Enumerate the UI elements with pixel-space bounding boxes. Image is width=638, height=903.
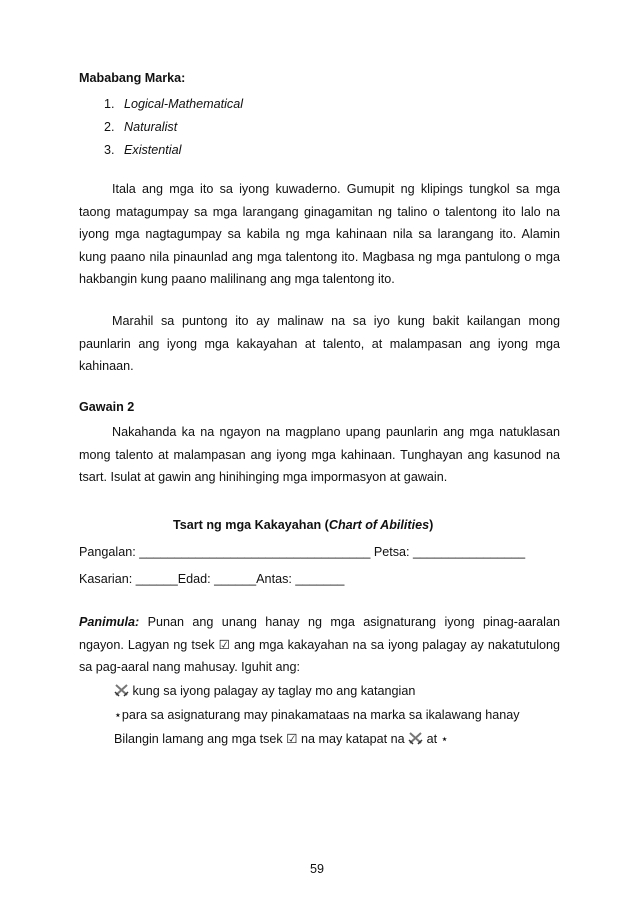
panimula-text-b: ang mga kakayahan na sa iyong palagay ay nakatutulong sa pag-aaral nang mahusay. Iguhit ang:	[79, 637, 561, 674]
panimula-paragraph	[79, 611, 560, 679]
list-number: 2.	[104, 120, 115, 134]
list-text: Naturalist	[124, 120, 178, 134]
form-line-sex-age-grade: Kasarian: ______Edad: ______Antas: _______	[79, 572, 345, 586]
page-number: 59	[310, 862, 325, 876]
crossed-swords-icon	[408, 731, 423, 748]
list-text: Existential	[124, 143, 182, 157]
gawain-heading: Gawain 2	[79, 400, 135, 414]
panimula-label: Panimula:	[79, 615, 140, 629]
instruction-text-3b: na may katapat na	[297, 732, 409, 746]
list-text: Logical-Mathematical	[124, 97, 243, 111]
low-scores-heading: Mababang Marka:	[79, 71, 186, 85]
panimula-text-a: Punan ang unang hanay ng mga asignaturang iyong pinag-aaralan ngayon. Lagyan ng tsek	[79, 615, 560, 652]
paragraph-2: Marahil sa puntong ito ay malinaw na sa iyo kung bakit kailangan mong paunlarin ang iyong mga kakayahan at talento, at malampasan ang iyong mga kahinaan.	[79, 314, 560, 373]
list-number: 1.	[104, 97, 115, 111]
instruction-text-2: para sa asignaturang may pinakamataas na marka sa ikalawang hanay	[121, 708, 520, 722]
gawain-paragraph: Nakahanda ka na ngayon na magplano upang paunlarin ang mga natuklasan mong talento at malampasan ang iyong mga kahinaan. Tunghayan ang kasunod na tsart. Isulat at gawin ang hinihinging mga impormasyon at gawain.	[79, 425, 560, 484]
chart-title-main: Tsart ng mga Kakayahan (	[173, 518, 329, 532]
star-icon: ⋆	[114, 708, 122, 722]
paragraph-1: Itala ang mga ito sa iyong kuwaderno. Gumupit ng klipings tungkol sa mga taong matagumpay sa mga larangang ginagamitan ng talino o talentong ito lalo na iyong mga nagtagumpay sa kabila ng mga kahinaan nila sa larangang ito. Alamin kung paano nila pinaunlad ang mga talentong ito. Magbasa ng mga pantulong o mga hakbangin kung paano malilinang ang mga talentong ito.	[79, 182, 560, 286]
list-item	[104, 120, 177, 134]
form-line-name-date: Pangalan: _________________________________ Petsa: ________________	[79, 545, 526, 559]
instruction-text-3a: Bilangin lamang ang mga tsek	[114, 732, 287, 746]
list-item	[104, 97, 243, 111]
instruction-line-3	[114, 731, 449, 748]
instruction-text-3c: at	[423, 732, 441, 746]
check-box-icon: ☑	[286, 732, 298, 746]
list-item	[104, 143, 181, 157]
instruction-line-1	[114, 683, 415, 700]
chart-title	[173, 518, 433, 532]
instruction-text-1: kung sa iyong palagay ay taglay mo ang katangian	[132, 684, 416, 698]
check-box-icon: ☑	[218, 637, 230, 652]
chart-title-italic: Chart of Abilities	[328, 518, 430, 532]
chart-title-close: )	[429, 518, 434, 532]
crossed-swords-icon	[114, 683, 129, 700]
instruction-line-2	[114, 707, 520, 722]
list-number: 3.	[104, 143, 115, 157]
star-icon: ⋆	[440, 732, 449, 746]
